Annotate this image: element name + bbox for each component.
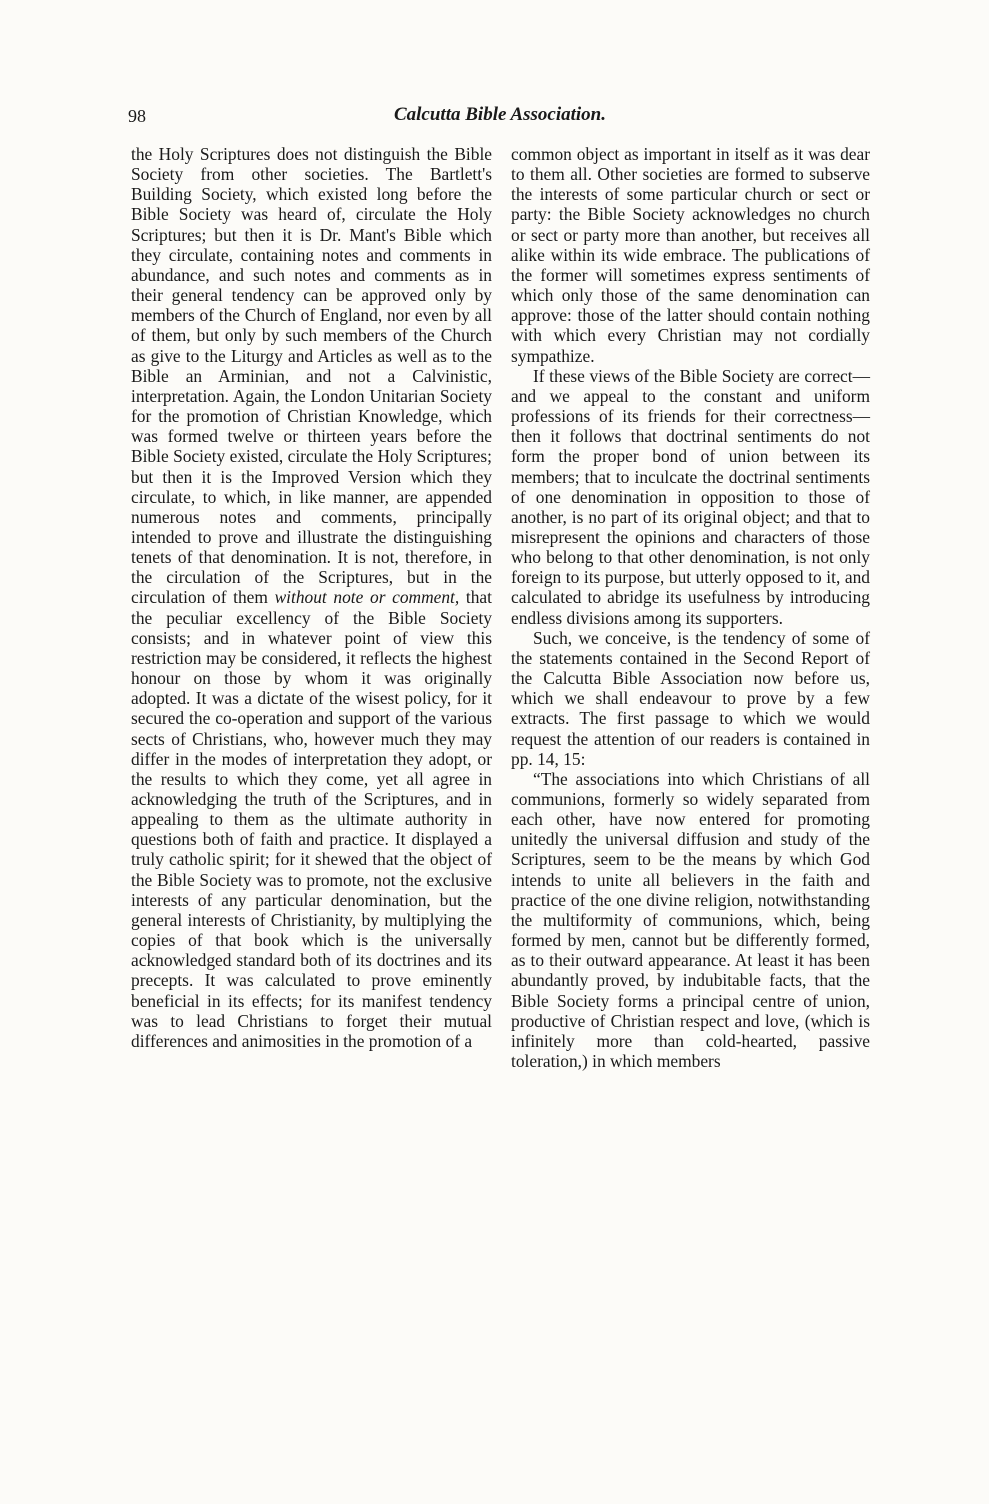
left-paragraph-text-b: that the peculiar excellency of the Bible Society consists; and in whatever point of view this restriction may be considered, it reflects the highest honour on those by whom it was originally adopted. It was a dictate of the wisest policy, for it secured the co-operation and support of the various sects of Christians, who, however much they may differ in the modes of interpretation they adopt, or the results to which they come, yet all agree in acknowledging the truth of the Scriptures, and in appealing to them as the ultimate authority in questions both of faith and practice. It displayed a truly catholic spirit; for it shewed that the object of the Bible Society was to promote, not the exclusive interests of any particular denomination, but the general interests of Christianity, by multiplying the copies of that book which is the universally acknowledged standard both of its doctrines and its precepts. It was calculated to prove eminently beneficial in its effects; for its manifest tendency was to lead Christians to forget their mutual differences and animosities in the promotion of a <box>131 587 492 1051</box>
right-paragraph-1: common object as important in itself as it was dear to them all. Other societies are formed to subserve the interests of some particular church or sect or party: the Bible Society acknowledges no church or sect or party more than another, but receives all alike within its wide embrace. The publications of the former will sometimes express sentiments of which only those of the same denomination can approve: those of the latter should contain nothing with which every Christian may not cordially sympathize. <box>511 144 870 366</box>
page-number: 98 <box>128 106 146 126</box>
right-column <box>511 144 870 1071</box>
right-paragraph-quote: “The associations into which Christians of all communions, formerly so widely separated from each other, have now entered for promoting unitedly the universal diffusion and study of the Scriptures, seem to be the means by which God intends to unite all believers in the faith and practice of the one divine religion, notwithstanding the multiformity of communions, which, being formed by men, cannot but be differently formed, as to their outward appearance. At least it has been abundantly proved, by indubitable facts, that the Bible Society forms a principal centre of union, productive of Christian respect and love, (which is infinitely more than cold-hearted, passive toleration,) in which members <box>511 768 870 1072</box>
right-paragraph-3: Such, we conceive, is the tendency of some of the statements contained in the Second Report of the Calcutta Bible Association now before us, which we shall endeavour to prove by a few extracts. The first passage to which we would request the attention of our readers is contained in pp. 14, 15: <box>511 627 870 769</box>
running-head: Calcutta Bible Association. <box>393 104 606 125</box>
emphasis-without-note: without note or comment, <box>274 587 460 608</box>
left-column <box>131 144 492 1051</box>
right-paragraph-2: If these views of the Bible Society are correct—and we appeal to the constant and uniform professions of its friends for their correctness—then it follows that doctrinal sentiments do not form the proper bond of union between its members; that to inculcate the doctrinal sentiments of one denomination in opposition to those of another, is no part of its original object; and that to misrepresent the opinions and characters of those who belong to that other denomination, is not only foreign to its purpose, but utterly opposed to it, and calculated to abridge its usefulness by introducing endless divisions among its supporters. <box>511 365 870 628</box>
left-paragraph <box>131 144 492 1051</box>
left-paragraph-text-a: the Holy Scriptures does not distinguish the Bible Society from other societies. The Bartlett's Building Society, which existed long before the Bible Society was heard of, circulate the Holy Scriptures; but then it is Dr. Mant's Bible which they circulate, containing notes and comments in abundance, and such notes and comments as in their general tendency can be approved only by members of the Church of England, nor even by all of them, but only by such members of the Church as give to the Liturgy and Articles as well as to the Bible an Arminian, and not a Calvinistic, interpretation. Again, the London Unitarian Society for the promotion of Christian Knowledge, which was formed twelve or thirteen years before the Bible Society existed, circulate the Holy Scriptures; but then it is the Improved Version which they circulate, to which, in like manner, are appended numerous notes and comments, principally intended to prove and illustrate the distinguishing tenets of that denomination. It is not, therefore, in the circulation of the Scriptures, but in the circulation of them <box>131 144 492 608</box>
